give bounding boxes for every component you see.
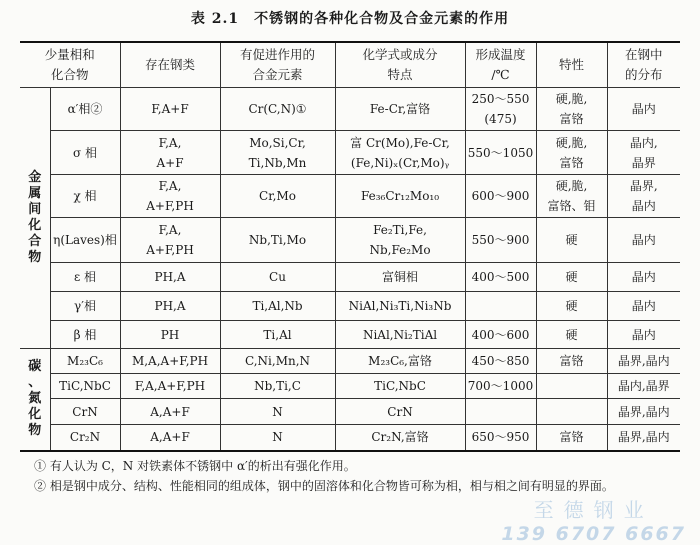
table-cell: 晶内 [607, 263, 680, 292]
table-cell: 富铜相 [335, 263, 465, 292]
table-cell: PH,A [120, 292, 220, 321]
table-cell: PH,A [120, 263, 220, 292]
table-cell: NiAl,Ni₃Ti,Ni₃Nb [335, 292, 465, 321]
table-cell: TiC,NbC [50, 374, 120, 399]
table-cell: Cu [220, 263, 335, 292]
table-cell: 晶界,晶内 [607, 399, 680, 425]
table-row [20, 175, 680, 218]
table-cell: M,A,A+F,PH [120, 349, 220, 374]
table-cell: 400～500 [465, 263, 536, 292]
table-cell: 硬,脆, 富铬、钼 [536, 175, 607, 218]
table-cell: 650～950 [465, 425, 536, 451]
table-cell: 晶内 [607, 88, 680, 131]
watermark [501, 494, 686, 545]
table-cell [465, 292, 536, 321]
table-cell: Mo,Si,Cr, Ti,Nb,Mn [220, 131, 335, 175]
table-cell: Fe₂Ti,Fe, Nb,Fe₂Mo [335, 218, 465, 263]
table-row [20, 88, 680, 131]
table-cell: 硬 [536, 292, 607, 321]
table-cell [536, 399, 607, 425]
table-cell: 硬,脆, 富铬 [536, 131, 607, 175]
table-cell: F,A,A+F,PH [120, 374, 220, 399]
table-row [20, 218, 680, 263]
table-cell: 250～550 (475) [465, 88, 536, 131]
table-cell: Fe-Cr,富铬 [335, 88, 465, 131]
table-cell: 550～900 [465, 218, 536, 263]
table-cell: C,Ni,Mn,N [220, 349, 335, 374]
table-cell: 600～900 [465, 175, 536, 218]
table-cell: Cr₂N,富铬 [335, 425, 465, 451]
table-cell: Cr(C,N)① [220, 88, 335, 131]
table-cell: 硬 [536, 321, 607, 349]
table-cell: 晶内 [607, 321, 680, 349]
table-cell: Cr₂N [50, 425, 120, 451]
column-header: 有促进作用的 合金元素 [220, 42, 335, 88]
table-cell: A,A+F [120, 425, 220, 451]
table-row [20, 374, 680, 399]
table-row [20, 349, 680, 374]
table-cell: Nb,Ti,Mo [220, 218, 335, 263]
watermark-name: 至德钢业 [533, 498, 654, 522]
table-cell: NiAl,Ni₂TiAl [335, 321, 465, 349]
table-row [20, 399, 680, 425]
watermark-phone: 139 6707 6667 [501, 523, 686, 545]
table-cell: 富 Cr(Mo),Fe-Cr, (Fe,Ni)ₓ(Cr,Mo)ᵧ [335, 131, 465, 175]
table-cell: 550～1050 [465, 131, 536, 175]
table-row [20, 425, 680, 451]
table-cell: PH [120, 321, 220, 349]
column-header: 存在钢类 [120, 42, 220, 88]
group-label: 碳 、 氮 化 物 [20, 349, 50, 451]
table-cell: 450～850 [465, 349, 536, 374]
table-cell: α′相② [50, 88, 120, 131]
table-cell [465, 399, 536, 425]
table-cell: F,A, A+F,PH [120, 218, 220, 263]
column-header: 化学式或成分 特点 [335, 42, 465, 88]
group-label: 金 属 间 化 合 物 [20, 88, 50, 349]
table-cell: TiC,NbC [335, 374, 465, 399]
column-header: 特性 [536, 42, 607, 88]
footnote-2: ② 相是钢中成分、结构、性能相同的组成体，钢中的固溶体和化合物皆可称为相，相与相之间有明显的界面。 [34, 479, 614, 493]
table-cell: σ 相 [50, 131, 120, 175]
table-cell: 晶界, 晶内 [607, 175, 680, 218]
table-cell: χ 相 [50, 175, 120, 218]
table-cell: F,A+F [120, 88, 220, 131]
table-cell [536, 374, 607, 399]
table-cell: 晶界,晶内 [607, 425, 680, 451]
table-cell: M₂₃C₆ [50, 349, 120, 374]
table-cell: 400～600 [465, 321, 536, 349]
table-cell: Nb,Ti,C [220, 374, 335, 399]
table-title: 表 2.1 不锈钢的各种化合物及合金元素的作用 [190, 11, 510, 27]
table-cell: M₂₃C₆,富铬 [335, 349, 465, 374]
column-header: 形成温度 /℃ [465, 42, 536, 88]
table-cell: Ti,Al,Nb [220, 292, 335, 321]
table-row [20, 131, 680, 175]
header-row [20, 42, 680, 88]
table-cell: 富铬 [536, 349, 607, 374]
compounds-table [20, 41, 680, 452]
table-cell: 晶界,晶内 [607, 349, 680, 374]
table-cell: CrN [50, 399, 120, 425]
table-cell: γ′相 [50, 292, 120, 321]
table-cell: 晶内,晶界 [607, 374, 680, 399]
table-row [20, 321, 680, 349]
table-cell: N [220, 399, 335, 425]
table-cell: 硬,脆, 富铬 [536, 88, 607, 131]
table-cell: 晶内 [607, 218, 680, 263]
table-row [20, 292, 680, 321]
table-cell: CrN [335, 399, 465, 425]
table-cell: 富铬 [536, 425, 607, 451]
table-cell: Ti,Al [220, 321, 335, 349]
table-cell: A,A+F [120, 399, 220, 425]
table-cell: N [220, 425, 335, 451]
table-cell: F,A, A+F,PH [120, 175, 220, 218]
table-cell: Fe₃₆Cr₁₂Mo₁₀ [335, 175, 465, 218]
table-cell: η(Laves)相 [50, 218, 120, 263]
table-row [20, 263, 680, 292]
table-cell: F,A, A+F [120, 131, 220, 175]
footnotes [34, 456, 674, 496]
footnote-1: ① 有人认为 C，N 对铁素体不锈钢中 α′的析出有强化作用。 [34, 459, 356, 473]
column-header: 在钢中 的分布 [607, 42, 680, 88]
table-cell: 硬 [536, 263, 607, 292]
table-cell: 700～1000 [465, 374, 536, 399]
table-cell: 晶内 [607, 292, 680, 321]
table-cell: Cr,Mo [220, 175, 335, 218]
table-cell: 硬 [536, 218, 607, 263]
table-cell: ε 相 [50, 263, 120, 292]
table-cell: β 相 [50, 321, 120, 349]
column-header: 少量相和 化合物 [20, 42, 120, 88]
table-cell: 晶内, 晶界 [607, 131, 680, 175]
